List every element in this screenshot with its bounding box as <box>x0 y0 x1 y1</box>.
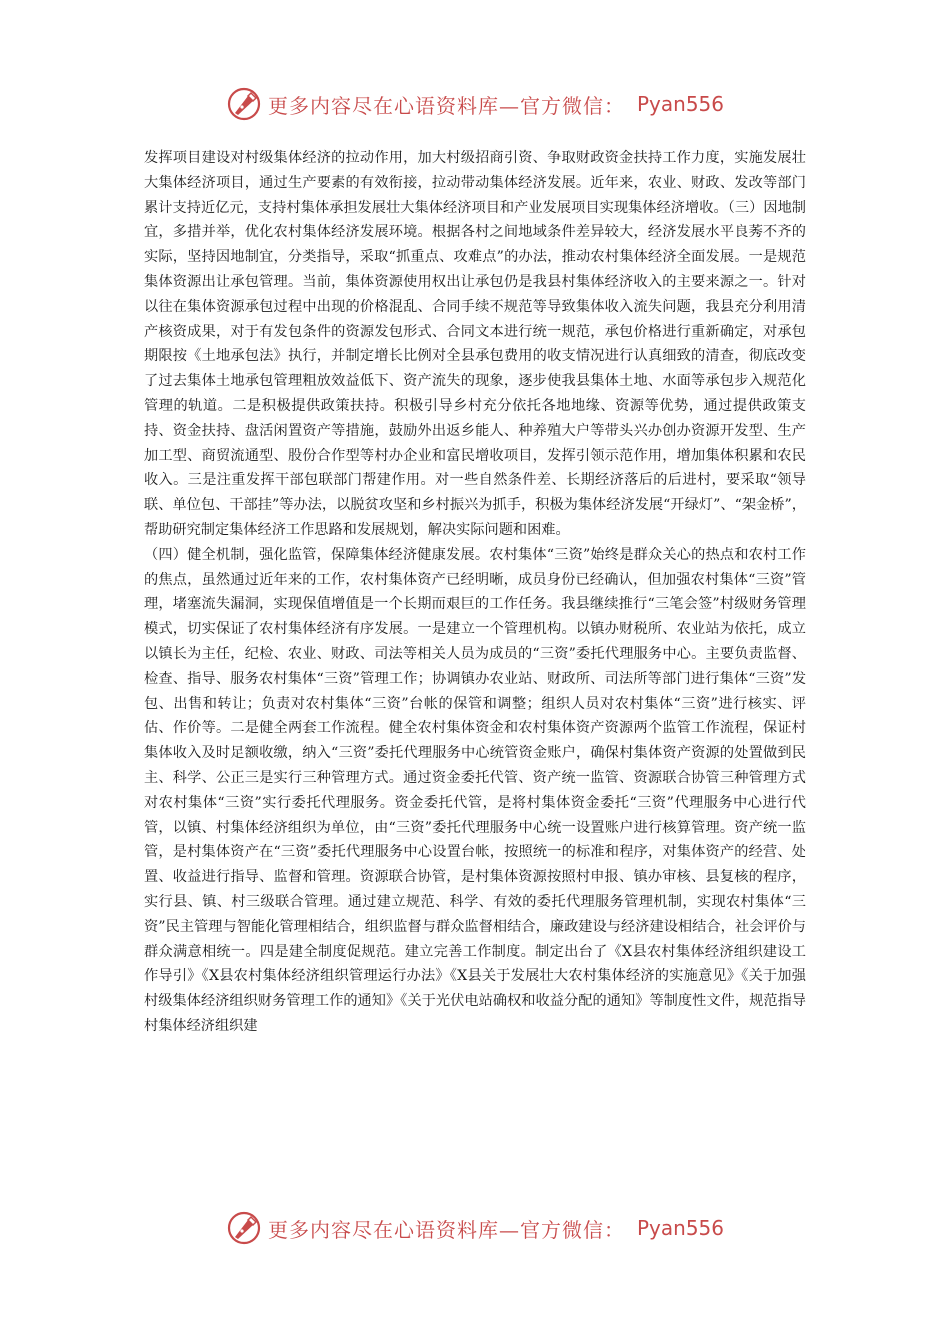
paragraph-2: （四）健全机制，强化监管，保障集体经济健康发展。农村集体“三资”始终是群众关心的热点和农村工作的焦点，虽然通过近年来的工作，农村集体资产已经明晰，成员身份已经确认，但加强农村集体“三资”管理，堵塞流失漏洞，实现保值增值是一个长期而艰巨的工作任务。我县继续推行“三笔会签”村级财务管理模式，切实保证了农村集体经济有序发展。一是建立一个管理机构。以镇办财税所、农业站为依托，成立以镇长为主任，纪检、农业、财政、司法等相关人员为成员的“三资”委托代理服务中心。主要负责监督、检查、指导、服务农村集体“三资”管理工作；协调镇办农业站、财政所、司法所等部门进行集体“三资”发包、出售和转让；负责对农村集体“三资”台帐的保管和调整；组织人员对农村集体“三资”进行核实、评估、作价等。二是健全两套工作流程。健全农村集体资金和农村集体资产资源两个监管工作流程，保证村集体收入及时足额收缴，纳入“三资”委托代理服务中心统管资金账户，确保村集体资产资源的处置做到民主、科学、公正三是实行三种管理方式。通过资金委托代管、资产统一监管、资源联合协管三种管理方式对农村集体“三资”实行委托代理服务。资金委托代管，是将村集体资金委托“三资”代理服务中心进行代管，以镇、村集体经济组织为单位，由“三资”委托代理服务中心统一设置账户进行核算管理。资产统一监管，是村集体资产在“三资”委托代理服务中心设置台帐，按照统一的标准和程序，对集体资产的经营、处置、收益进行指导、监督和管理。资源联合协管，是村集体资源按照村申报、镇办审核、县复核的程序，实行县、镇、村三级联合管理。通过建立规范、科学、有效的委托代理服务管理机制，实现农村集体“三资”民主管理与智能化管理相结合，组织监督与群众监督相结合，廉政建设与经济建设相结合，社会评价与群众满意相统一。四是建全制度促规范。建立完善工作制度。制定出台了《X县农村集体经济组织建设工作导引》《X县农村集体经济组织管理运行办法》《X县关于发展壮大农村集体经济的实施意见》《关于加强村级集体经济组织财务管理工作的通知》《关于光伏电站确权和收益分配的通知》等制度性文件，规范指导村集体经济组织建 <box>144 546 807 1034</box>
footer-banner <box>0 1206 950 1250</box>
header-banner-content <box>226 86 724 122</box>
banner-text: 更多内容尽在心语资料库—官方微信： <box>267 1217 625 1242</box>
footer-banner-content <box>226 1210 724 1246</box>
banner-account: Pyan556 <box>636 1216 724 1240</box>
pen-nib-logo-icon <box>226 1210 262 1246</box>
header-banner <box>0 82 950 126</box>
paragraph-1: 发挥项目建设对村级集体经济的拉动作用，加大村级招商引资、争取财政资金扶持工作力度，实施发展壮大集体经济项目，通过生产要素的有效衔接，拉动带动集体经济发展。近年来，农业、财政、发改等部门累计支持近亿元，支持村集体承担发展壮大集体经济项目和产业发展项目实现集体经济增收。（三）因地制宜，多措并举，优化农村集体经济发展环境。根据各村之间地域条件差异较大，经济发展水平良莠不齐的实际，坚持因地制宜，分类指导，采取“抓重点、攻难点”的办法，推动农村集体经济全面发展。一是规范集体资源出让承包管理。当前，集体资源使用权出让承包仍是我县村集体经济收入的主要来源之一。针对以往在集体资源承包过程中出现的价格混乱、合同手续不规范等导致集体收入流失问题，我县充分利用清产核资成果，对于有发包条件的资源发包形式、合同文本进行统一规范，承包价格进行重新确定，对承包期限按《土地承包法》执行，并制定增长比例对全县承包费用的收支情况进行认真细致的清查，彻底改变了过去集体土地承包管理粗放效益低下、资产流失的现象，逐步使我县集体土地、水面等承包步入规范化管理的轨道。二是积极提供政策扶持。积极引导乡村充分依托各地地缘、资源等优势，通过提供政策支持、资金扶持、盘活闲置资产等措施，鼓励外出返乡能人、种养殖大户等带头兴办创办资源开发型、生产加工型、商贸流通型、股份合作型等村办企业和富民增收项目，发挥引领示范作用，增加集体积累和农民收入。三是注重发挥干部包联部门帮建作用。对一些自然条件差、长期经济落后的后进村，要采取“领导联、单位包、干部挂”等办法，以脱贫攻坚和乡村振兴为抓手，积极为集体经济发展“开绿灯”、“架金桥”，帮助研究制定集体经济工作思路和发展规划，解决实际问题和困难。 <box>144 150 806 538</box>
banner-account: Pyan556 <box>636 92 724 116</box>
document-body <box>144 146 806 1039</box>
banner-text: 更多内容尽在心语资料库—官方微信： <box>267 93 625 118</box>
pen-nib-logo-icon <box>226 86 262 122</box>
